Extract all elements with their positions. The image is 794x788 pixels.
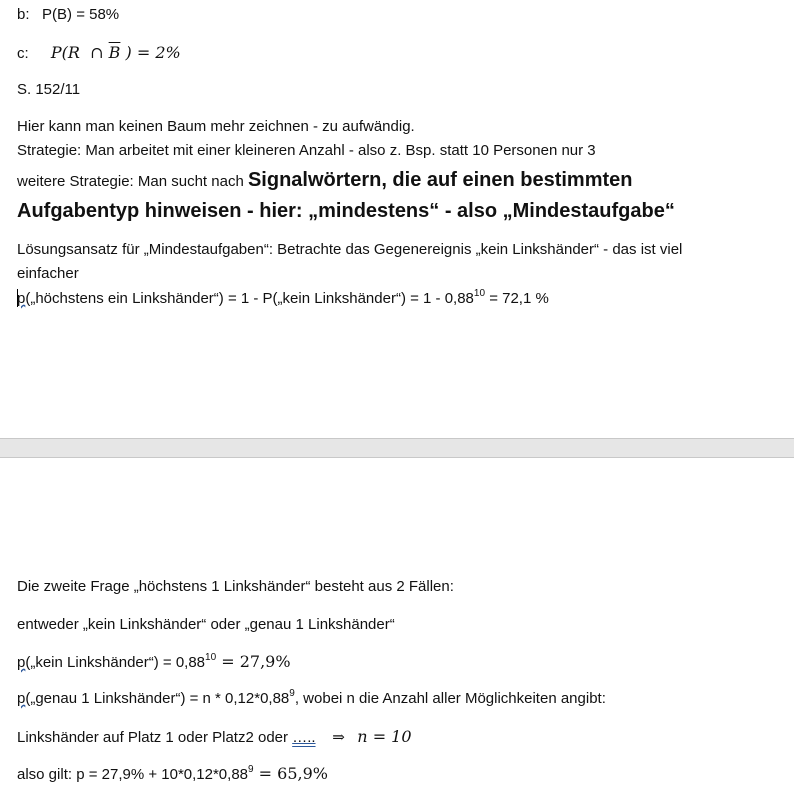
answer-b: b: P(B) = 58% <box>17 6 120 23</box>
probability-line: p(„höchstens ein Linkshänder“) = 1 - P(„kein Linkshänder“) = $1 - 0,88^{10} = 72,1$ % <box>17 288 549 307</box>
position-line: Linkshänder auf Platz 1 oder Platz2 oder ….. ⇒ n = 10 <box>17 727 412 746</box>
approach-line-1: Lösungsansatz für „Mindestaufgaben“: Betrachte das Gegenereignis „kein Linkshänder“ - das ist viel <box>17 241 683 258</box>
document-page-2 <box>0 458 794 788</box>
more-strategy-line: weitere Strategie: Man sucht nach Signalwörtern, die auf einen bestimmten <box>17 169 633 191</box>
more-strategy-heading: Aufgabentyp hinweisen - hier: „mindestens“ - also „Mindestaufgabe“ <box>17 200 675 222</box>
page-break <box>0 438 794 458</box>
cases-text: entweder „kein Linkshänder“ oder „genau 1 Linkshänder“ <box>17 616 395 633</box>
tree-remark: Hier kann man keinen Baum mehr zeichnen - zu aufwändig. <box>17 118 415 135</box>
p-one-line: p(„genau 1 Linkshänder“) = n * 0,12*0,88$^9$, wobei n die Anzahl aller Möglichkeiten angibt: <box>17 688 606 707</box>
total-line: also gilt: $p = 27,9\% + 10*0,12*0,88^9 = 65,9\%$ <box>17 764 328 783</box>
second-question: Die zweite Frage „höchstens 1 Linkshänder“ besteht aus 2 Fällen: <box>17 578 454 595</box>
p-none-line: p(„kein Linkshänder“) = $0,88^{10} = 27,9\%$ <box>17 652 291 671</box>
answer-c: c: P(R ∩ $\overline{B}$ ) = 2% <box>17 43 181 62</box>
approach-line-2: einfacher <box>17 265 79 282</box>
strategy-text: Strategie: Man arbeitet mit einer kleineren Anzahl - also z. Bsp. statt 10 Personen nur 3 <box>17 142 596 159</box>
page-reference: S. 152/11 <box>17 81 81 98</box>
formula-c: P(R ∩ $\overline{B}$ ) = 2% <box>50 43 181 62</box>
